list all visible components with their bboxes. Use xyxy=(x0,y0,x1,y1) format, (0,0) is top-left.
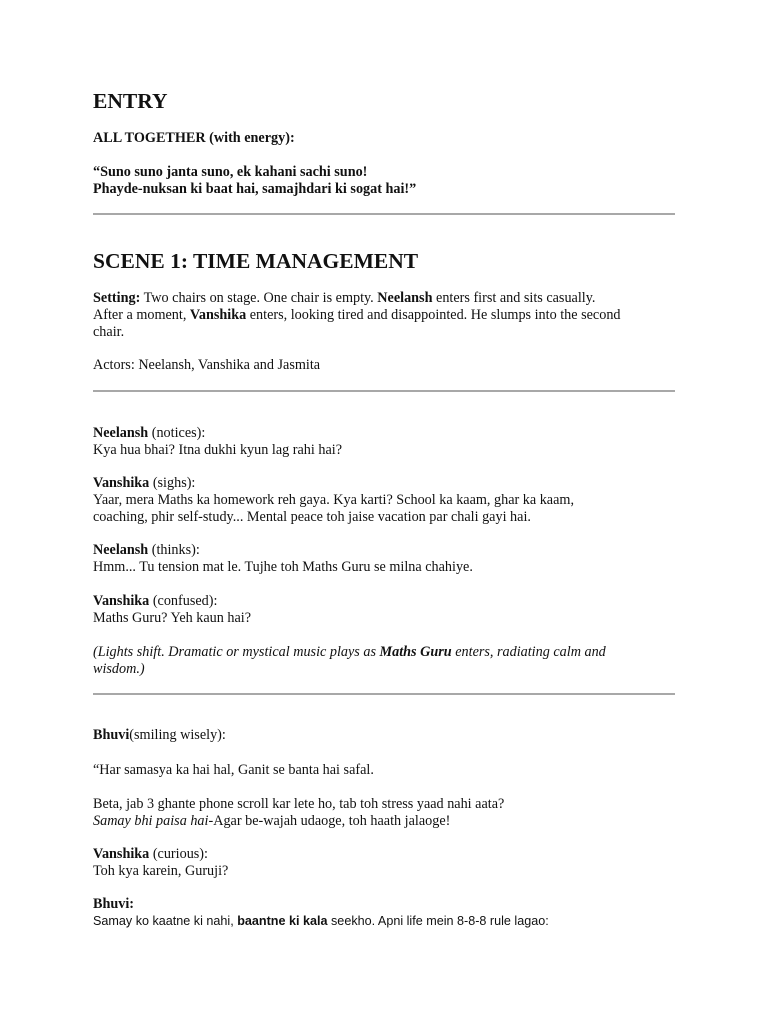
setting-line-1 xyxy=(93,290,595,307)
setting-text: enters, looking tired and disappointed. He slumps into the second xyxy=(246,307,621,323)
stage-direction-line-2: wisdom.) xyxy=(93,661,145,677)
stage-cue: (notices): xyxy=(148,425,206,441)
actors-line: Actors: Neelansh, Vanshika and Jasmita xyxy=(93,357,321,373)
dialogue-line: Maths Guru? Yeh kaun hai? xyxy=(93,610,252,626)
speaker-name: Neelansh xyxy=(93,425,149,441)
dialogue-line: coaching, phir self-study... Mental peace toh jaise vacation par chali gayi hai. xyxy=(93,509,531,525)
dialogue-line: Beta, jab 3 ghante phone scroll kar lete ho, tab toh stress yaad nahi aata? xyxy=(93,796,505,812)
speaker-line xyxy=(93,846,208,863)
speaker-name: Neelansh xyxy=(93,542,149,558)
setting-text: After a moment, xyxy=(93,307,190,323)
speaker-name: Vanshika xyxy=(93,846,150,862)
setting-text: enters first and sits casually. xyxy=(432,290,596,306)
setting-label: Setting: xyxy=(93,290,141,306)
speaker-line xyxy=(93,727,226,744)
stage-cue: (confused): xyxy=(149,593,218,609)
quote-line: “Har samasya ka hai hal, Ganit se banta hai safal. xyxy=(93,762,374,778)
stage-cue: (curious): xyxy=(149,846,208,862)
chant-line-1: “Suno suno janta suno, ek kahani sachi suno! xyxy=(93,164,368,180)
emphasis-text: Samay bhi paisa hai xyxy=(93,813,209,829)
dialogue-line: Toh kya karein, Guruji? xyxy=(93,863,229,879)
dialogue-text: Samay ko kaatne ki nahi, xyxy=(93,914,238,928)
entry-heading: ENTRY xyxy=(93,89,168,113)
speaker-name: Vanshika xyxy=(93,475,150,491)
stage-cue: (sighs): xyxy=(149,475,196,491)
dialogue-line xyxy=(93,813,450,830)
emphasis-text: baantne ki kala xyxy=(237,914,328,928)
stage-direction-line-1 xyxy=(93,644,606,661)
setting-line-2 xyxy=(93,307,621,324)
dialogue-line: Kya hua bhai? Itna dukhi kyun lag rahi hai? xyxy=(93,442,342,458)
entry-subheading: ALL TOGETHER (with energy): xyxy=(93,130,295,146)
stage-cue: (smiling wisely): xyxy=(129,727,226,743)
stage-direction-text: enters, radiating calm and xyxy=(451,644,606,660)
scene-1-heading: SCENE 1: TIME MANAGEMENT xyxy=(93,249,419,273)
stage-direction-text: (Lights shift. Dramatic or mystical music plays as xyxy=(93,644,380,660)
stage-cue: (thinks): xyxy=(148,542,200,558)
speaker-name: Bhuvi: xyxy=(93,896,135,912)
speaker-line xyxy=(93,542,200,559)
chant-line-2: Phayde-nuksan ki baat hai, samajhdari ki sogat hai!” xyxy=(93,181,417,197)
dialogue-line: Yaar, mera Maths ka homework reh gaya. Kya karti? School ka kaam, ghar ka kaam, xyxy=(93,492,574,508)
character-name: Neelansh xyxy=(377,290,433,306)
dialogue-line xyxy=(93,913,549,930)
speaker-line xyxy=(93,425,205,442)
dialogue-text: seekho. Apni life mein 8-8-8 rule lagao: xyxy=(327,914,549,928)
speaker-name: Vanshika xyxy=(93,593,150,609)
setting-text: Two chairs on stage. One chair is empty. xyxy=(140,290,378,306)
dialogue-line: Hmm... Tu tension mat le. Tujhe toh Maths Guru se milna chahiye. xyxy=(93,559,473,575)
dialogue-text: -Agar be-wajah udaoge, toh haath jalaoge! xyxy=(208,813,451,829)
speaker-line xyxy=(93,593,217,610)
setting-line-3: chair. xyxy=(93,324,125,340)
divider xyxy=(93,390,675,392)
speaker-line xyxy=(93,475,195,492)
character-name: Vanshika xyxy=(189,307,247,323)
divider xyxy=(93,693,675,695)
divider xyxy=(93,213,675,215)
character-name: Maths Guru xyxy=(379,644,452,660)
speaker-name: Bhuvi xyxy=(93,727,130,743)
